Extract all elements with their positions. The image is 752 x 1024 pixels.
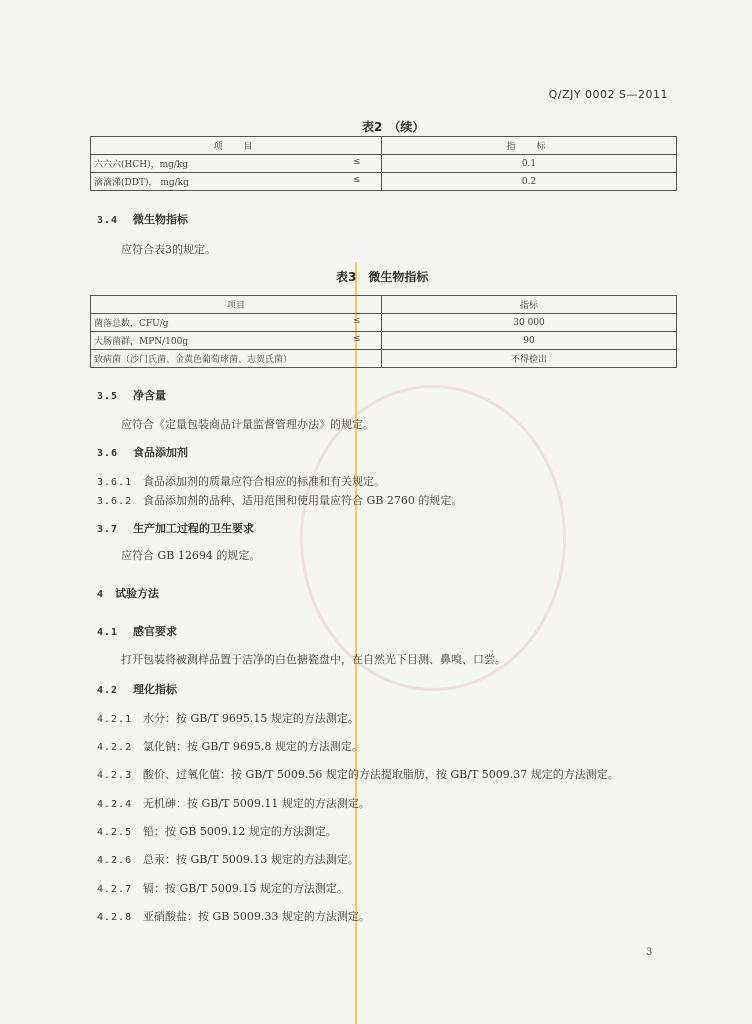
list-item	[97, 880, 348, 896]
table3-col-index: 指标	[382, 296, 677, 314]
table-row	[91, 350, 677, 368]
item-number: 4.2.6	[97, 855, 133, 866]
section-number: 3.4	[97, 215, 119, 226]
item-number: 4.2.4	[97, 799, 133, 810]
item-number: 4.2.5	[97, 827, 133, 838]
table2-value: 0.1	[382, 155, 677, 173]
table-row	[91, 314, 677, 332]
section-text: 食品添加剂的品种、适用范围和使用量应符合 GB 2760 的规定。	[143, 494, 463, 507]
section-title: 试验方法	[115, 587, 159, 600]
section-3-6-1	[97, 473, 385, 489]
table3-value: 90	[382, 332, 677, 350]
section-4-2-heading	[97, 681, 177, 697]
table3-caption: 表3 微生物指标	[336, 270, 429, 284]
section-text: 食品添加剂的质量应符合相应的标准和有关规定。	[143, 475, 385, 488]
section-number: 3.7	[97, 524, 119, 535]
standard-number: Q/ZJY 0002 S—2011	[548, 88, 668, 101]
table2-header-row	[91, 137, 677, 155]
section-number: 4.1	[97, 627, 119, 638]
item-number: 4.2.7	[97, 884, 133, 895]
le-sign: ≤	[353, 175, 361, 185]
table2-value: 0.2	[382, 173, 677, 191]
table3-value: 30 000	[382, 314, 677, 332]
table3	[90, 295, 677, 368]
section-3-5-heading	[97, 387, 166, 403]
item-number: 4.2.3	[97, 770, 133, 781]
section-number: 4	[97, 589, 105, 600]
item-text: 总汞：按 GB/T 5009.13 规定的方法测定。	[143, 853, 359, 866]
section-3-6-heading	[97, 444, 188, 460]
section-4-1-heading	[97, 623, 177, 639]
list-item	[97, 766, 619, 782]
item-number: 4.2.1	[97, 714, 133, 725]
section-number: 4.2	[97, 685, 119, 696]
le-sign: ≤	[353, 334, 361, 344]
item-text: 氯化钠：按 GB/T 9695.8 规定的方法测定。	[143, 740, 363, 753]
table2-item: 滴滴涕(DDT)， mg/kg	[94, 178, 189, 188]
item-text: 镉：按 GB/T 5009.15 规定的方法测定。	[143, 882, 348, 895]
le-sign: ≤	[353, 157, 361, 167]
list-item	[97, 795, 370, 811]
section-3-5-text: 应符合《定量包装商品计量监督管理办法》的规定。	[121, 418, 374, 431]
list-item	[97, 738, 363, 754]
le-sign: ≤	[353, 316, 361, 326]
table2-col-index: 指 标	[382, 137, 677, 155]
section-number: 3.6.1	[97, 477, 133, 488]
section-number: 3.6.2	[97, 496, 133, 507]
table2	[90, 136, 677, 191]
table3-item: 菌落总数，CFU/g	[94, 319, 169, 329]
section-title: 净含量	[133, 389, 166, 402]
item-text: 水分：按 GB/T 9695.15 规定的方法测定。	[143, 712, 359, 725]
item-number: 4.2.8	[97, 912, 133, 923]
section-3-7-text: 应符合 GB 12694 的规定。	[121, 549, 261, 562]
list-item	[97, 710, 359, 726]
table2-caption: 表2 （续）	[362, 120, 425, 134]
list-item	[97, 851, 359, 867]
section-number: 3.6	[97, 448, 119, 459]
table3-col-item: 项目	[91, 296, 382, 314]
section-title: 食品添加剂	[133, 446, 188, 459]
section-4-heading	[97, 585, 159, 601]
list-item	[97, 823, 337, 839]
table3-value: 不得检出	[382, 350, 677, 368]
item-text: 亚硝酸盐：按 GB 5009.33 规定的方法测定。	[143, 910, 370, 923]
section-number: 3.5	[97, 391, 119, 402]
table-row	[91, 173, 677, 191]
table3-header-row	[91, 296, 677, 314]
section-3-4-text: 应符合表3的规定。	[121, 243, 216, 256]
page-number: 3	[646, 947, 653, 958]
list-item	[97, 908, 370, 924]
section-title: 生产加工过程的卫生要求	[133, 522, 254, 535]
section-title: 感官要求	[133, 625, 177, 638]
table3-item: 致病菌（沙门氏菌、金黄色葡萄球菌、志贺氏菌）	[94, 355, 293, 365]
item-text: 无机砷：按 GB/T 5009.11 规定的方法测定。	[143, 797, 370, 810]
section-3-7-heading	[97, 520, 254, 536]
table3-item: 大肠菌群，MPN/100g	[94, 337, 189, 347]
item-text: 酸价、过氧化值：按 GB/T 5009.56 规定的方法提取脂肪，按 GB/T 5009.37 规定的方法测定。	[143, 768, 619, 781]
section-title: 微生物指标	[133, 213, 188, 226]
table-row	[91, 332, 677, 350]
table2-col-item: 项 目	[91, 137, 382, 155]
item-text: 铅：按 GB 5009.12 规定的方法测定。	[143, 825, 337, 838]
section-title: 理化指标	[133, 683, 177, 696]
section-3-6-2	[97, 492, 462, 508]
table-row	[91, 155, 677, 173]
section-3-4-heading	[97, 211, 188, 227]
section-4-1-text: 打开包装将被测样品置于洁净的白色搪瓷盘中，在自然光下目测、鼻嗅、口尝。	[121, 653, 506, 666]
item-number: 4.2.2	[97, 742, 133, 753]
table2-item: 六六六(HCH)，mg/kg	[94, 160, 189, 170]
